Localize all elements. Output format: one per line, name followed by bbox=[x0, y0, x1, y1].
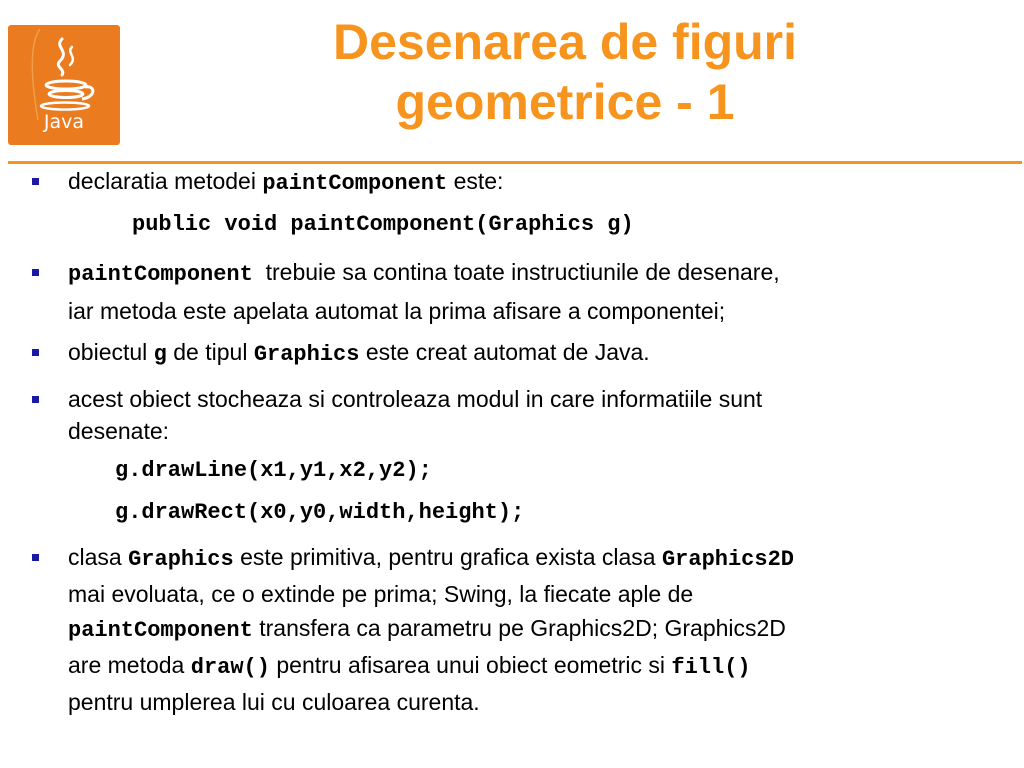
inline-code: g bbox=[153, 342, 167, 367]
bullet-text: are metoda bbox=[68, 652, 191, 678]
bullet-text: acest obiect stocheaza si controleaza modul in care informatiile sunt bbox=[68, 386, 763, 412]
title-divider bbox=[8, 161, 1022, 164]
bullet-item bbox=[30, 540, 1010, 719]
bullet-item bbox=[30, 383, 1010, 447]
java-logo bbox=[8, 25, 120, 145]
bullet-text: trebuie sa contina toate instructiunile de desenare, bbox=[252, 259, 780, 285]
bullet-square-icon bbox=[32, 178, 39, 185]
bullet-text: pentru umplerea lui cu culoarea curenta. bbox=[68, 689, 480, 715]
bullet-text: de tipul bbox=[166, 339, 254, 365]
inline-code: Graphics bbox=[253, 342, 360, 367]
java-logo-label: Java bbox=[43, 111, 85, 133]
inline-code: Graphics bbox=[128, 547, 234, 572]
bullet-square-icon bbox=[32, 349, 39, 356]
bullet-text: desenate: bbox=[68, 418, 170, 444]
java-coffee-cup-icon bbox=[8, 25, 120, 120]
bullet-text: declaratia metodei bbox=[68, 168, 263, 194]
bullet-square-icon bbox=[32, 554, 39, 561]
code-line: g.drawRect(x0,y0,width,height); bbox=[115, 500, 525, 525]
bullet-item bbox=[30, 336, 1010, 371]
slide-title bbox=[230, 12, 900, 132]
bullet-text: este primitiva, pentru grafica exista clasa bbox=[233, 544, 662, 570]
bullet-text: iar metoda este apelata automat la prima afisare a componentei; bbox=[68, 298, 726, 324]
bullet-item bbox=[30, 254, 1010, 329]
inline-code: draw() bbox=[190, 655, 270, 680]
inline-code: Graphics2D bbox=[661, 547, 794, 572]
inline-code: fill() bbox=[671, 655, 751, 680]
bullet-item bbox=[30, 165, 1010, 200]
bullet-text: este creat automat de Java. bbox=[359, 339, 650, 365]
bullet-text: pentru afisarea unui obiect eometric si bbox=[269, 652, 672, 678]
bullet-text: clasa bbox=[68, 544, 129, 570]
slide-title-line-1: Desenarea de figuri bbox=[332, 14, 798, 70]
inline-code: paintComponent bbox=[262, 171, 448, 196]
inline-code: paintComponent bbox=[68, 618, 253, 643]
slide-body bbox=[30, 165, 1010, 719]
bullet-square-icon bbox=[32, 269, 39, 276]
slide-title-line-2: geometrice - 1 bbox=[395, 74, 735, 130]
code-line: g.drawLine(x1,y1,x2,y2); bbox=[115, 458, 432, 483]
bullet-text: mai evoluata, ce o extinde pe prima; Swing, la fiecate aple de bbox=[68, 581, 694, 607]
code-line: public void paintComponent(Graphics g) bbox=[132, 212, 634, 237]
bullet-text: transfera ca parametru pe Graphics2D; Graphics2D bbox=[252, 615, 786, 641]
inline-code: paintComponent bbox=[68, 262, 253, 287]
bullet-text: este: bbox=[447, 168, 504, 194]
bullet-text: obiectul bbox=[68, 339, 154, 365]
bullet-square-icon bbox=[32, 396, 39, 403]
